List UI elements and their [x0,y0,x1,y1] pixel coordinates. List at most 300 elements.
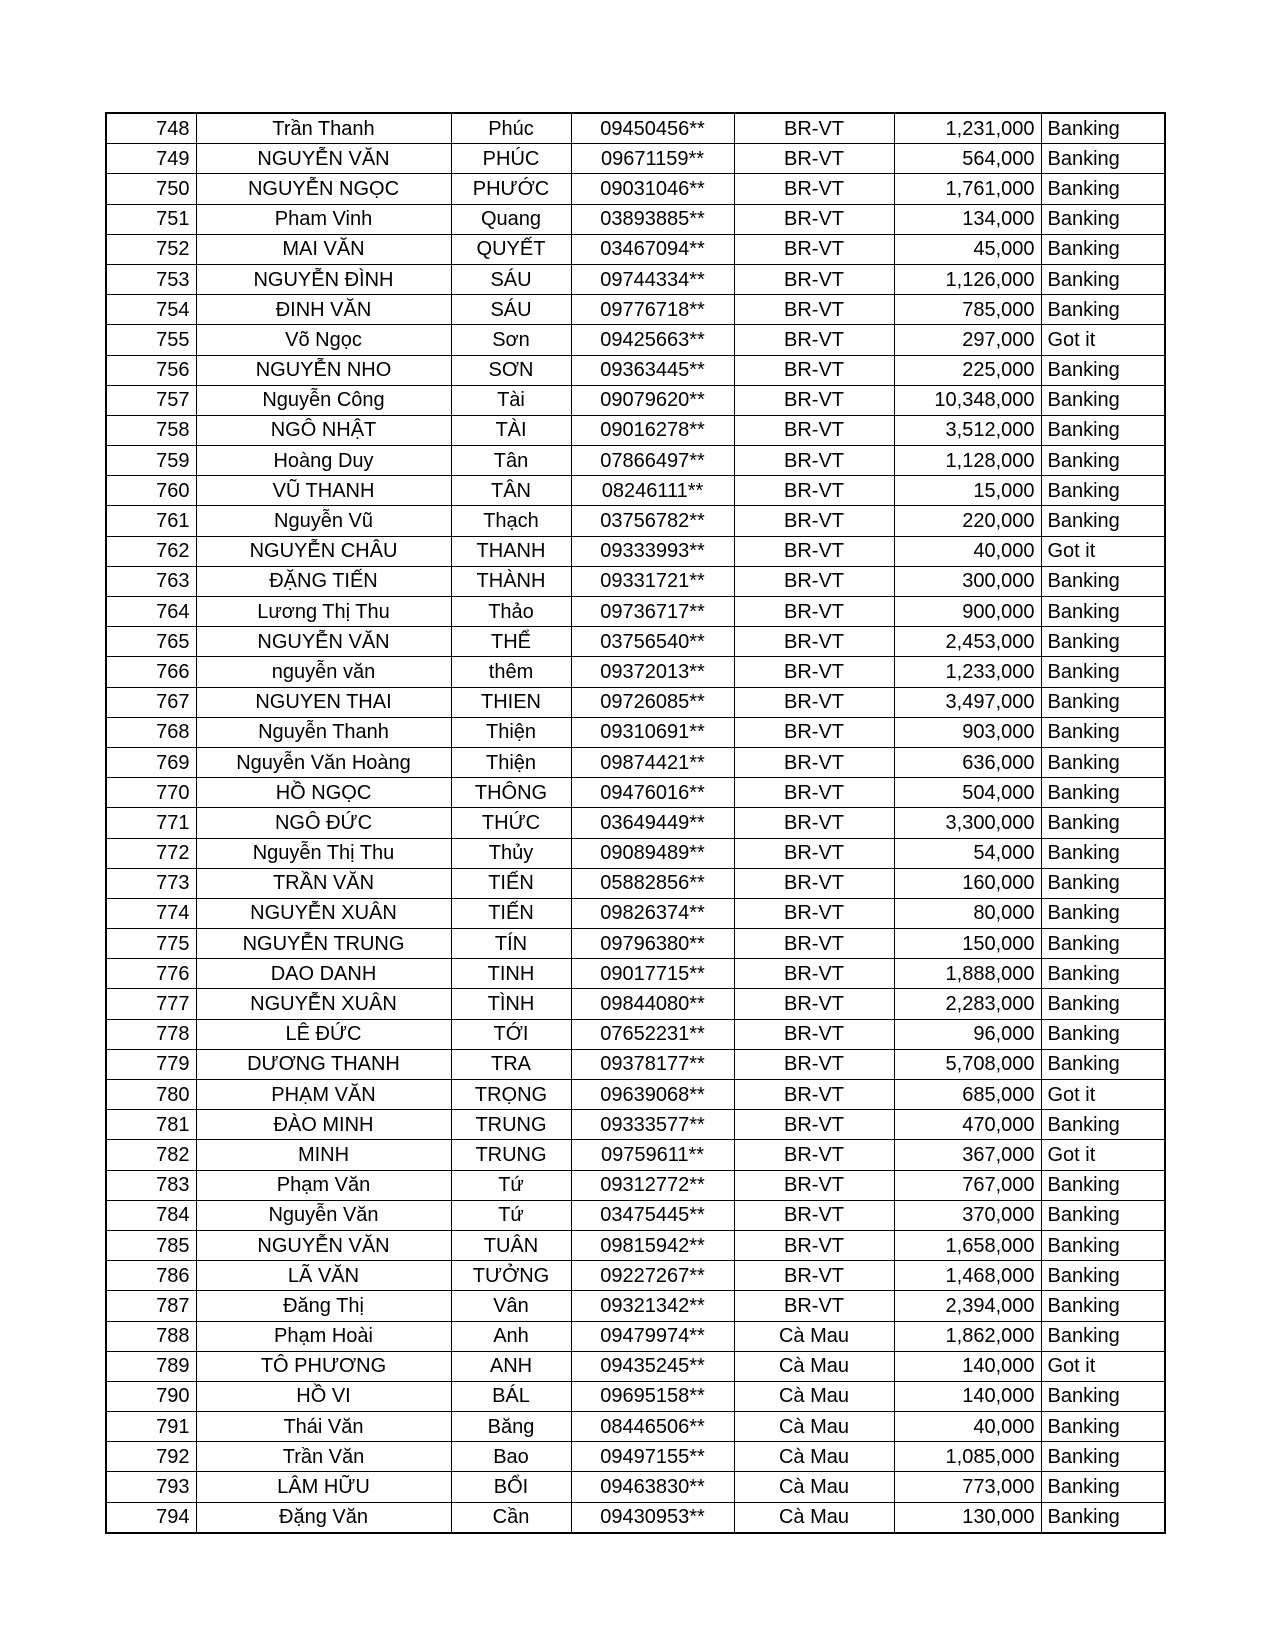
surname-middle-name-cell: Nguyễn Công [196,385,451,415]
payment-method-cell: Banking [1041,1412,1165,1442]
payment-method-cell: Banking [1041,1200,1165,1230]
phone-number-cell: 09378177** [571,1049,734,1079]
row-number-cell: 775 [106,929,196,959]
amount-cell: 150,000 [894,929,1041,959]
amount-cell: 2,394,000 [894,1291,1041,1321]
table-row [106,929,1165,959]
table-row [106,1442,1165,1472]
given-name-cell: TỚI [451,1019,571,1049]
province-cell: BR-VT [734,295,894,325]
surname-middle-name-cell: Trần Văn [196,1442,451,1472]
table-row [106,264,1165,294]
payment-method-cell: Banking [1041,687,1165,717]
phone-number-cell: 09726085** [571,687,734,717]
given-name-cell: TRỌNG [451,1080,571,1110]
province-cell: BR-VT [734,1080,894,1110]
amount-cell: 45,000 [894,234,1041,264]
surname-middle-name-cell: HỒ NGỌC [196,778,451,808]
surname-middle-name-cell: HỒ VI [196,1381,451,1411]
given-name-cell: Thảo [451,597,571,627]
province-cell: BR-VT [734,234,894,264]
payment-method-cell: Banking [1041,264,1165,294]
province-cell: BR-VT [734,747,894,777]
payment-method-cell: Got it [1041,1080,1165,1110]
table-row [106,506,1165,536]
row-number-cell: 756 [106,355,196,385]
province-cell: BR-VT [734,144,894,174]
phone-number-cell: 09031046** [571,174,734,204]
province-cell: BR-VT [734,657,894,687]
amount-cell: 40,000 [894,1412,1041,1442]
phone-number-cell: 09463830** [571,1472,734,1502]
province-cell: BR-VT [734,1170,894,1200]
table-row [106,1140,1165,1170]
surname-middle-name-cell: Phạm Văn [196,1170,451,1200]
amount-cell: 470,000 [894,1110,1041,1140]
given-name-cell: BỔI [451,1472,571,1502]
table-row [106,1261,1165,1291]
surname-middle-name-cell: Nguyễn Văn Hoàng [196,747,451,777]
phone-number-cell: 09744334** [571,264,734,294]
surname-middle-name-cell: PHẠM VĂN [196,1080,451,1110]
province-cell: BR-VT [734,476,894,506]
payment-method-cell: Banking [1041,415,1165,445]
given-name-cell: Thạch [451,506,571,536]
payment-method-cell: Banking [1041,1381,1165,1411]
amount-cell: 903,000 [894,717,1041,747]
payment-method-cell: Banking [1041,808,1165,838]
table-row [106,1170,1165,1200]
row-number-cell: 773 [106,868,196,898]
row-number-cell: 755 [106,325,196,355]
surname-middle-name-cell: Nguyễn Vũ [196,506,451,536]
payment-method-cell: Banking [1041,506,1165,536]
surname-middle-name-cell: LÊ ĐỨC [196,1019,451,1049]
row-number-cell: 770 [106,778,196,808]
table-row [106,808,1165,838]
given-name-cell: BÁL [451,1381,571,1411]
surname-middle-name-cell: LÂM HỮU [196,1472,451,1502]
payment-method-cell: Banking [1041,1472,1165,1502]
table-row [106,989,1165,1019]
payment-method-cell: Banking [1041,295,1165,325]
amount-cell: 504,000 [894,778,1041,808]
row-number-cell: 767 [106,687,196,717]
surname-middle-name-cell: NGUYEN THAI [196,687,451,717]
payment-method-cell: Banking [1041,717,1165,747]
amount-cell: 54,000 [894,838,1041,868]
row-number-cell: 772 [106,838,196,868]
table-row [106,838,1165,868]
province-cell: BR-VT [734,174,894,204]
row-number-cell: 782 [106,1140,196,1170]
payment-method-cell: Banking [1041,898,1165,928]
phone-number-cell: 03893885** [571,204,734,234]
table-row [106,1321,1165,1351]
table-row [106,385,1165,415]
province-cell: BR-VT [734,415,894,445]
amount-cell: 367,000 [894,1140,1041,1170]
table-row [106,747,1165,777]
amount-cell: 1,862,000 [894,1321,1041,1351]
payment-method-cell: Banking [1041,1291,1165,1321]
payment-method-cell: Got it [1041,325,1165,355]
phone-number-cell: 09826374** [571,898,734,928]
given-name-cell: TƯỞNG [451,1261,571,1291]
row-number-cell: 771 [106,808,196,838]
row-number-cell: 783 [106,1170,196,1200]
given-name-cell: Vân [451,1291,571,1321]
given-name-cell: TRA [451,1049,571,1079]
row-number-cell: 766 [106,657,196,687]
given-name-cell: PHÚC [451,144,571,174]
table-row [106,778,1165,808]
surname-middle-name-cell: Đăng Thị [196,1291,451,1321]
province-cell: BR-VT [734,808,894,838]
surname-middle-name-cell: LÃ VĂN [196,1261,451,1291]
province-cell: BR-VT [734,1200,894,1230]
row-number-cell: 787 [106,1291,196,1321]
payment-method-cell: Banking [1041,597,1165,627]
row-number-cell: 765 [106,627,196,657]
row-number-cell: 762 [106,536,196,566]
phone-number-cell: 09425663** [571,325,734,355]
amount-cell: 96,000 [894,1019,1041,1049]
row-number-cell: 791 [106,1412,196,1442]
province-cell: BR-VT [734,1291,894,1321]
surname-middle-name-cell: NGUYỄN VĂN [196,627,451,657]
surname-middle-name-cell: NGÔ NHẬT [196,415,451,445]
table-row [106,717,1165,747]
given-name-cell: QUYẾT [451,234,571,264]
given-name-cell: Bao [451,1442,571,1472]
payment-method-cell: Banking [1041,385,1165,415]
amount-cell: 1,126,000 [894,264,1041,294]
phone-number-cell: 09312772** [571,1170,734,1200]
table-row [106,1110,1165,1140]
amount-cell: 134,000 [894,204,1041,234]
payment-method-cell: Banking [1041,1502,1165,1533]
phone-number-cell: 09331721** [571,566,734,596]
province-cell: BR-VT [734,1230,894,1260]
phone-number-cell: 09844080** [571,989,734,1019]
table-row [106,1019,1165,1049]
phone-number-cell: 08446506** [571,1412,734,1442]
amount-cell: 300,000 [894,566,1041,596]
surname-middle-name-cell: NGUYỄN ĐÌNH [196,264,451,294]
row-number-cell: 769 [106,747,196,777]
phone-number-cell: 09227267** [571,1261,734,1291]
surname-middle-name-cell: ĐẶNG TIẾN [196,566,451,596]
table-row [106,1412,1165,1442]
row-number-cell: 763 [106,566,196,596]
given-name-cell: SƠN [451,355,571,385]
province-cell: BR-VT [734,536,894,566]
table-row [106,566,1165,596]
province-cell: BR-VT [734,385,894,415]
table-row [106,355,1165,385]
table-row [106,415,1165,445]
amount-cell: 10,348,000 [894,385,1041,415]
row-number-cell: 780 [106,1080,196,1110]
surname-middle-name-cell: MAI VĂN [196,234,451,264]
province-cell: BR-VT [734,959,894,989]
table-row [106,144,1165,174]
given-name-cell: THÀNH [451,566,571,596]
amount-cell: 1,085,000 [894,1442,1041,1472]
row-number-cell: 759 [106,446,196,476]
surname-middle-name-cell: NGUYỄN NGỌC [196,174,451,204]
phone-number-cell: 05882856** [571,868,734,898]
surname-middle-name-cell: Thái Văn [196,1412,451,1442]
surname-middle-name-cell: NGUYỄN TRUNG [196,929,451,959]
recipient-table [105,112,1166,1534]
table-row [106,174,1165,204]
payment-method-cell: Banking [1041,747,1165,777]
province-cell: BR-VT [734,113,894,144]
surname-middle-name-cell: NGUYỄN NHO [196,355,451,385]
given-name-cell: TIẾN [451,898,571,928]
table-row [106,1080,1165,1110]
surname-middle-name-cell: Pham Vinh [196,204,451,234]
surname-middle-name-cell: Trần Thanh [196,113,451,144]
province-cell: BR-VT [734,446,894,476]
given-name-cell: TRUNG [451,1140,571,1170]
row-number-cell: 750 [106,174,196,204]
amount-cell: 297,000 [894,325,1041,355]
row-number-cell: 785 [106,1230,196,1260]
surname-middle-name-cell: VŨ THANH [196,476,451,506]
phone-number-cell: 09497155** [571,1442,734,1472]
province-cell: Cà Mau [734,1472,894,1502]
payment-method-cell: Banking [1041,446,1165,476]
province-cell: BR-VT [734,566,894,596]
row-number-cell: 754 [106,295,196,325]
surname-middle-name-cell: Phạm Hoài [196,1321,451,1351]
phone-number-cell: 09430953** [571,1502,734,1533]
table-row [106,234,1165,264]
row-number-cell: 777 [106,989,196,1019]
payment-method-cell: Banking [1041,929,1165,959]
province-cell: BR-VT [734,1140,894,1170]
phone-number-cell: 09671159** [571,144,734,174]
given-name-cell: TINH [451,959,571,989]
province-cell: Cà Mau [734,1442,894,1472]
table-row [106,446,1165,476]
given-name-cell: Thiện [451,747,571,777]
row-number-cell: 781 [106,1110,196,1140]
province-cell: BR-VT [734,204,894,234]
province-cell: BR-VT [734,325,894,355]
surname-middle-name-cell: NGUYỄN CHÂU [196,536,451,566]
surname-middle-name-cell: Lương Thị Thu [196,597,451,627]
surname-middle-name-cell: Nguyễn Thanh [196,717,451,747]
payment-method-cell: Banking [1041,1049,1165,1079]
payment-method-cell: Banking [1041,566,1165,596]
amount-cell: 1,658,000 [894,1230,1041,1260]
phone-number-cell: 09736717** [571,597,734,627]
amount-cell: 5,708,000 [894,1049,1041,1079]
payment-method-cell: Banking [1041,989,1165,1019]
payment-method-cell: Banking [1041,657,1165,687]
table-row [106,1200,1165,1230]
table-row [106,687,1165,717]
amount-cell: 225,000 [894,355,1041,385]
phone-number-cell: 09017715** [571,959,734,989]
phone-number-cell: 09079620** [571,385,734,415]
row-number-cell: 788 [106,1321,196,1351]
province-cell: BR-VT [734,1110,894,1140]
row-number-cell: 789 [106,1351,196,1381]
amount-cell: 785,000 [894,295,1041,325]
surname-middle-name-cell: NGUYỄN XUÂN [196,898,451,928]
amount-cell: 3,300,000 [894,808,1041,838]
phone-number-cell: 09450456** [571,113,734,144]
phone-number-cell: 09333993** [571,536,734,566]
given-name-cell: TRUNG [451,1110,571,1140]
table-row [106,476,1165,506]
given-name-cell: TIẾN [451,868,571,898]
table-row [106,536,1165,566]
row-number-cell: 749 [106,144,196,174]
payment-method-cell: Banking [1041,1442,1165,1472]
surname-middle-name-cell: TÔ PHƯƠNG [196,1351,451,1381]
province-cell: BR-VT [734,506,894,536]
payment-method-cell: Banking [1041,1019,1165,1049]
payment-method-cell: Banking [1041,627,1165,657]
phone-number-cell: 09759611** [571,1140,734,1170]
surname-middle-name-cell: NGUYỄN VĂN [196,1230,451,1260]
amount-cell: 900,000 [894,597,1041,627]
payment-method-cell: Banking [1041,838,1165,868]
row-number-cell: 760 [106,476,196,506]
amount-cell: 1,233,000 [894,657,1041,687]
surname-middle-name-cell: ĐINH VĂN [196,295,451,325]
given-name-cell: Quang [451,204,571,234]
row-number-cell: 768 [106,717,196,747]
given-name-cell: THỂ [451,627,571,657]
table-row [106,113,1165,144]
phone-number-cell: 09310691** [571,717,734,747]
amount-cell: 1,468,000 [894,1261,1041,1291]
given-name-cell: THÔNG [451,778,571,808]
surname-middle-name-cell: Nguyễn Thị Thu [196,838,451,868]
payment-method-cell: Banking [1041,1110,1165,1140]
row-number-cell: 748 [106,113,196,144]
row-number-cell: 776 [106,959,196,989]
table-row [106,868,1165,898]
given-name-cell: Sơn [451,325,571,355]
surname-middle-name-cell: nguyễn văn [196,657,451,687]
given-name-cell: SÁU [451,295,571,325]
table-row [106,959,1165,989]
table-row [106,1291,1165,1321]
payment-method-cell: Banking [1041,144,1165,174]
row-number-cell: 757 [106,385,196,415]
table-row [106,1230,1165,1260]
given-name-cell: Tứ [451,1170,571,1200]
given-name-cell: ANH [451,1351,571,1381]
row-number-cell: 786 [106,1261,196,1291]
province-cell: BR-VT [734,1261,894,1291]
row-number-cell: 784 [106,1200,196,1230]
amount-cell: 220,000 [894,506,1041,536]
given-name-cell: Thủy [451,838,571,868]
table-row [106,1472,1165,1502]
surname-middle-name-cell: DAO DANH [196,959,451,989]
given-name-cell: SÁU [451,264,571,294]
province-cell: Cà Mau [734,1412,894,1442]
amount-cell: 1,128,000 [894,446,1041,476]
given-name-cell: TÍN [451,929,571,959]
phone-number-cell: 09435245** [571,1351,734,1381]
row-number-cell: 779 [106,1049,196,1079]
given-name-cell: TÀI [451,415,571,445]
surname-middle-name-cell: NGÔ ĐỨC [196,808,451,838]
surname-middle-name-cell: NGUYỄN XUÂN [196,989,451,1019]
province-cell: Cà Mau [734,1351,894,1381]
given-name-cell: Tứ [451,1200,571,1230]
row-number-cell: 761 [106,506,196,536]
surname-middle-name-cell: ĐÀO MINH [196,1110,451,1140]
province-cell: Cà Mau [734,1502,894,1533]
row-number-cell: 793 [106,1472,196,1502]
table-row [106,1381,1165,1411]
given-name-cell: TÌNH [451,989,571,1019]
amount-cell: 685,000 [894,1080,1041,1110]
phone-number-cell: 07866497** [571,446,734,476]
amount-cell: 636,000 [894,747,1041,777]
phone-number-cell: 07652231** [571,1019,734,1049]
amount-cell: 15,000 [894,476,1041,506]
phone-number-cell: 03756540** [571,627,734,657]
row-number-cell: 751 [106,204,196,234]
surname-middle-name-cell: DƯƠNG THANH [196,1049,451,1079]
payment-method-cell: Banking [1041,204,1165,234]
table-row [106,1502,1165,1533]
amount-cell: 140,000 [894,1351,1041,1381]
amount-cell: 140,000 [894,1381,1041,1411]
province-cell: BR-VT [734,355,894,385]
given-name-cell: Tân [451,446,571,476]
phone-number-cell: 09372013** [571,657,734,687]
surname-middle-name-cell: Đặng Văn [196,1502,451,1533]
payment-method-cell: Banking [1041,234,1165,264]
phone-number-cell: 03467094** [571,234,734,264]
phone-number-cell: 03756782** [571,506,734,536]
payment-method-cell: Banking [1041,1261,1165,1291]
province-cell: BR-VT [734,898,894,928]
surname-middle-name-cell: Nguyễn Văn [196,1200,451,1230]
row-number-cell: 753 [106,264,196,294]
phone-number-cell: 09363445** [571,355,734,385]
payment-method-cell: Got it [1041,536,1165,566]
amount-cell: 160,000 [894,868,1041,898]
row-number-cell: 778 [106,1019,196,1049]
payment-method-cell: Got it [1041,1140,1165,1170]
surname-middle-name-cell: MINH [196,1140,451,1170]
province-cell: BR-VT [734,929,894,959]
given-name-cell: THIEN [451,687,571,717]
payment-method-cell: Banking [1041,476,1165,506]
amount-cell: 773,000 [894,1472,1041,1502]
payment-method-cell: Banking [1041,174,1165,204]
given-name-cell: THANH [451,536,571,566]
row-number-cell: 758 [106,415,196,445]
table-row [106,204,1165,234]
phone-number-cell: 09639068** [571,1080,734,1110]
payment-method-cell: Banking [1041,1321,1165,1351]
